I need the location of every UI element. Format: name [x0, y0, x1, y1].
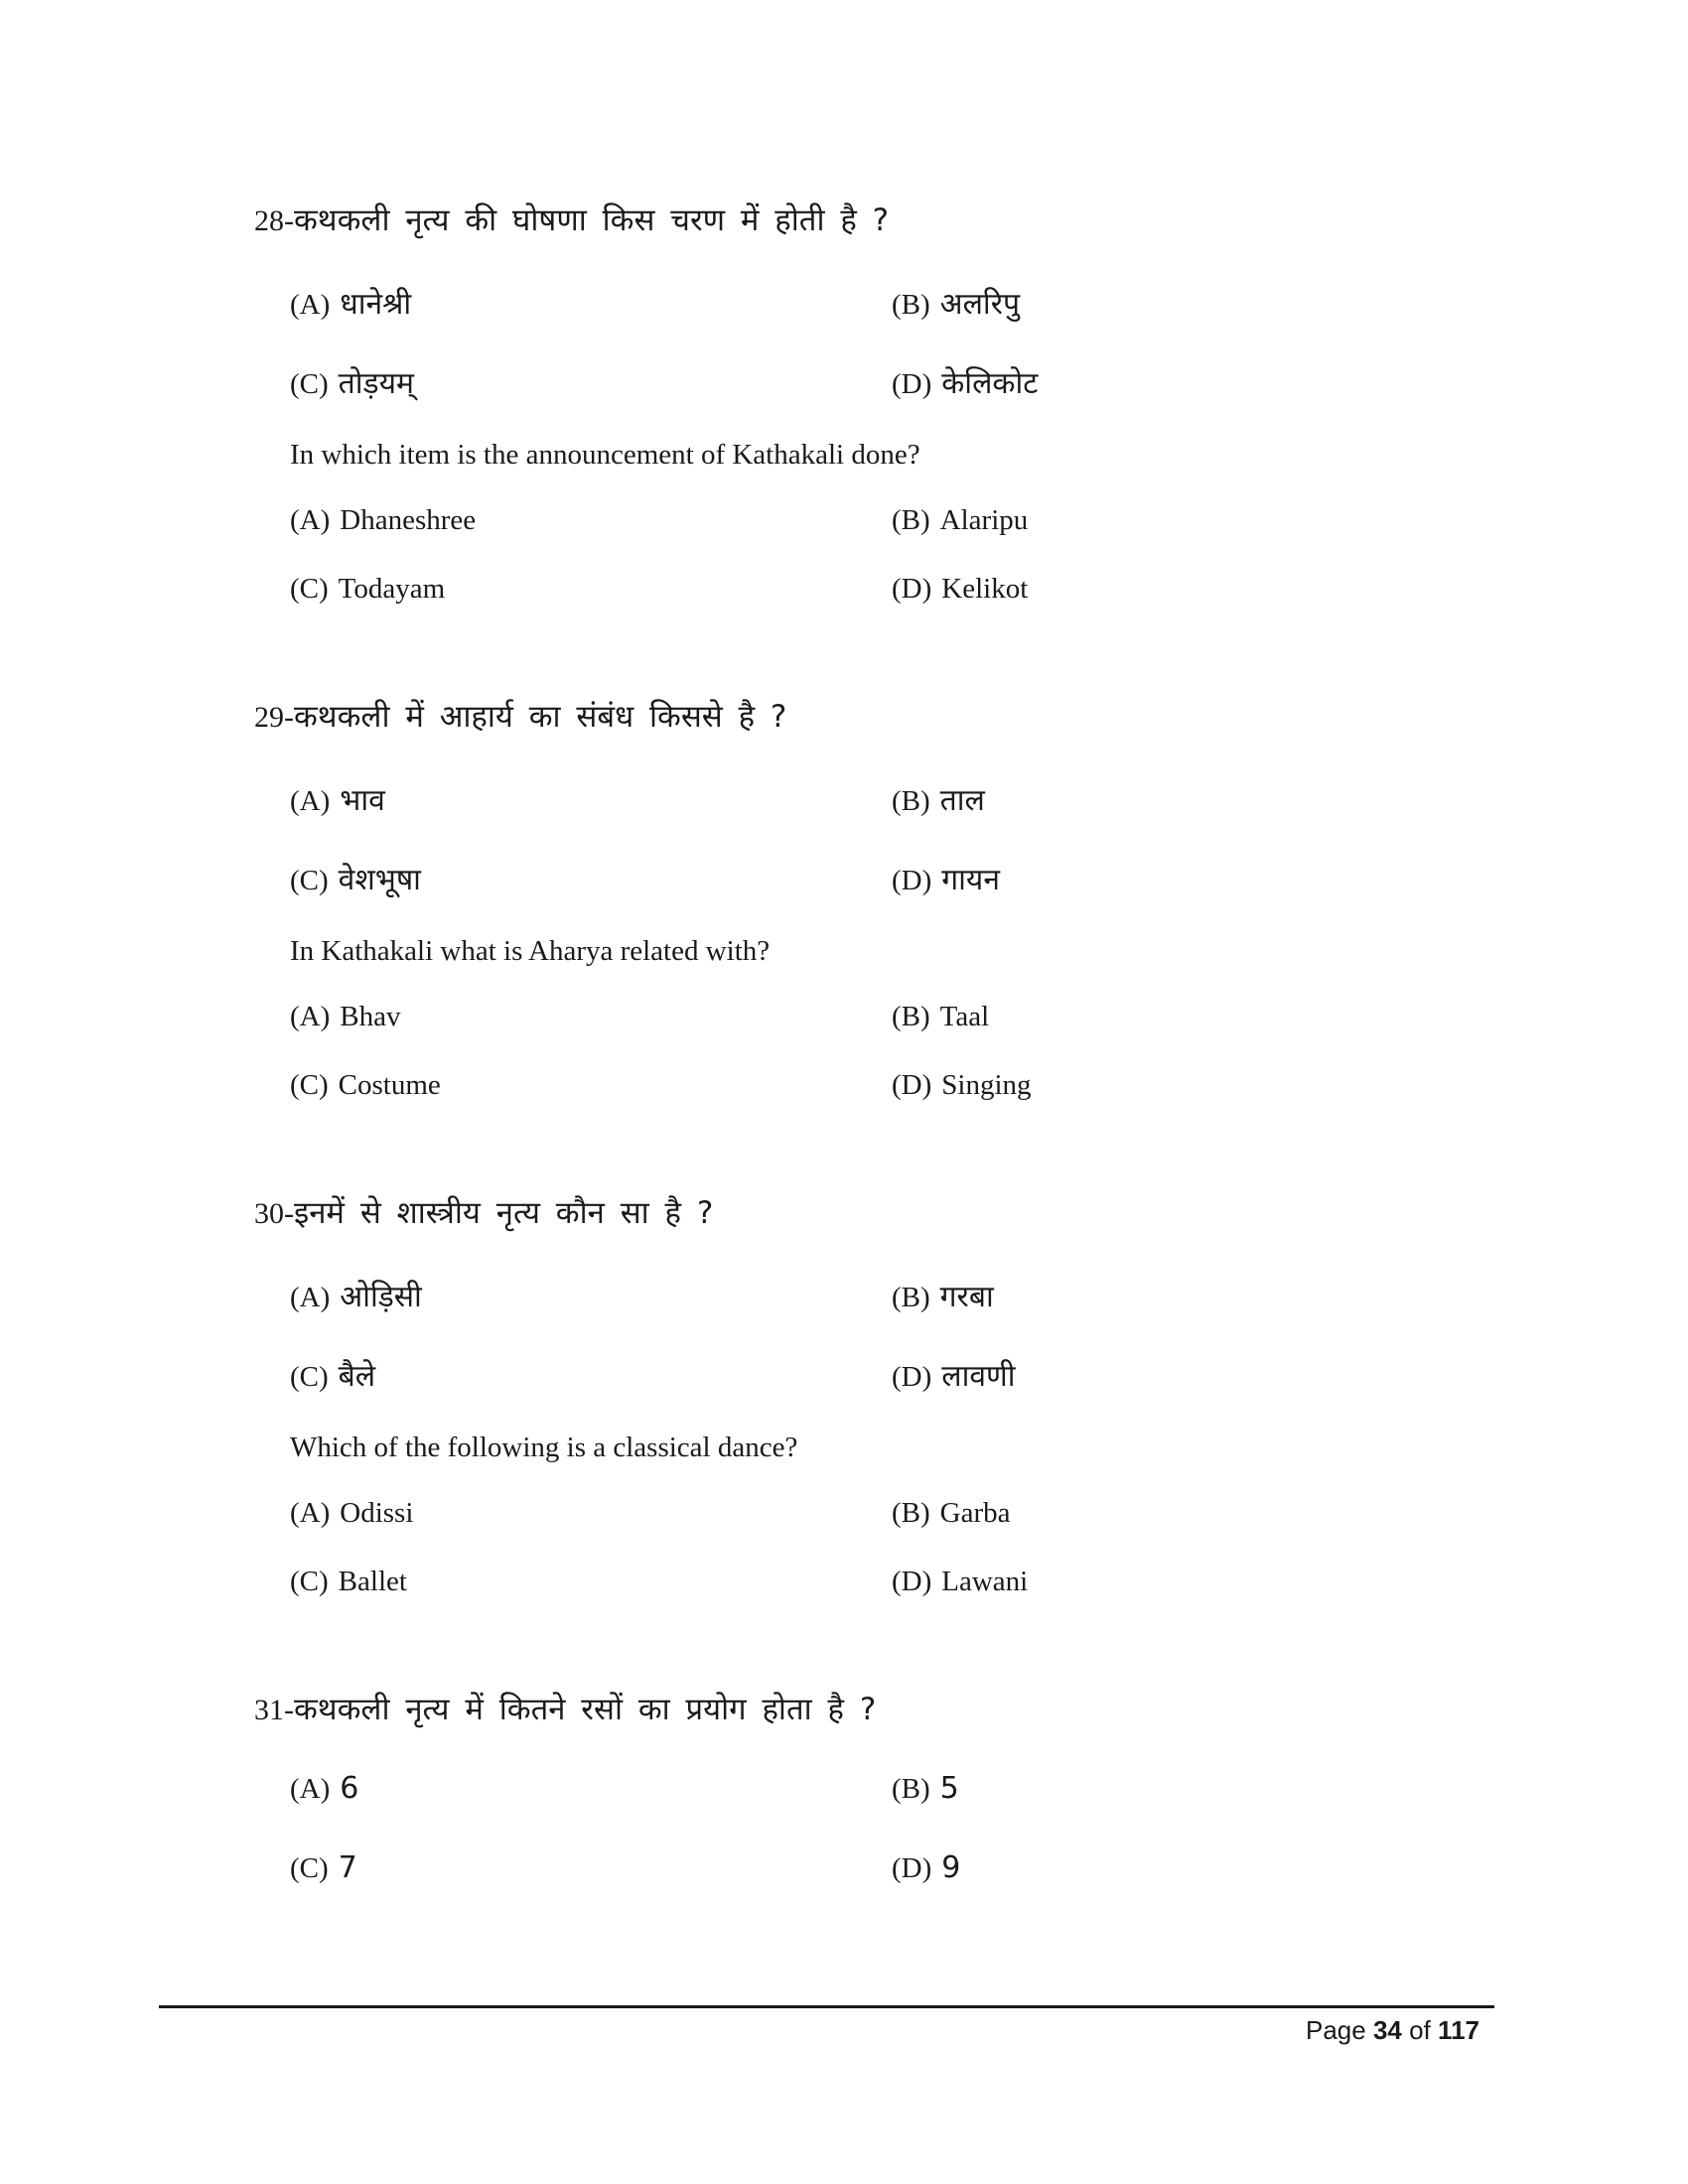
option-c-english [290, 1566, 407, 1598]
option-row [254, 361, 1495, 401]
option-label: (D) [892, 1566, 932, 1597]
option-label: (D) [892, 1069, 932, 1101]
page-word: Page [1306, 2015, 1366, 2045]
question-28 [254, 201, 1495, 613]
option-label: (D) [892, 368, 932, 400]
option-text: Alaripu [939, 504, 1029, 536]
option-text: भाव [340, 783, 385, 818]
option-text: Lawani [941, 1566, 1029, 1597]
option-row [254, 1275, 1495, 1314]
option-d-hindi [892, 1354, 1016, 1395]
option-label: (B) [892, 1497, 930, 1529]
option-label: (C) [290, 1852, 329, 1884]
question-hindi: कथकली नृत्य में कितने रसों का प्रयोग होता है ? [294, 1692, 877, 1727]
option-d-english [892, 573, 1028, 606]
of-word: of [1409, 2015, 1431, 2045]
option-row [254, 504, 1495, 544]
option-label: (B) [892, 785, 930, 817]
option-row [254, 858, 1495, 897]
option-text: केलिकोट [941, 366, 1039, 401]
question-hindi: कथकली में आहार्य का संबंध किससे है ? [294, 699, 787, 735]
option-d-hindi [892, 361, 1038, 402]
option-label: (C) [290, 1069, 329, 1101]
option-text: Kelikot [941, 573, 1029, 605]
option-text: Ballet [338, 1566, 407, 1597]
option-text: Garba [939, 1497, 1011, 1529]
option-text: Bhav [340, 1001, 401, 1032]
option-label: (C) [290, 1361, 329, 1393]
option-label: (A) [290, 1497, 331, 1529]
question-hindi-text [254, 1193, 1495, 1234]
option-label: (B) [892, 504, 930, 536]
option-text: 9 [941, 1850, 961, 1885]
option-label: (B) [892, 289, 930, 321]
option-d-hindi [892, 1850, 960, 1885]
option-text: 6 [340, 1771, 359, 1806]
option-a-hindi [290, 778, 385, 819]
question-hindi: इनमें से शास्त्रीय नृत्य कौन सा है ? [294, 1195, 714, 1231]
option-label: (B) [892, 1773, 930, 1805]
option-text: Dhaneshree [340, 504, 477, 536]
option-text: बैले [338, 1359, 376, 1394]
option-label: (D) [892, 1361, 932, 1393]
option-a-hindi [290, 1275, 422, 1315]
option-b-hindi [892, 778, 985, 819]
option-text: 5 [939, 1771, 959, 1806]
option-c-english [290, 1069, 441, 1102]
option-c-hindi [290, 1354, 375, 1395]
option-label: (A) [290, 785, 331, 817]
option-text: ताल [939, 783, 985, 818]
option-row [254, 1001, 1495, 1040]
option-label: (D) [892, 1852, 932, 1884]
question-number: 29- [254, 701, 294, 734]
option-text: तोड़यम् [338, 366, 414, 401]
option-label: (D) [892, 865, 932, 896]
footer-divider [159, 2005, 1494, 2008]
option-label: (A) [290, 504, 331, 536]
option-c-english [290, 573, 445, 606]
option-text: धानेश्री [340, 287, 412, 322]
option-text: गायन [941, 863, 1000, 897]
question-hindi-text [254, 1690, 1495, 1730]
question-number: 31- [254, 1694, 294, 1726]
option-c-hindi [290, 361, 414, 402]
option-text: लावणी [941, 1359, 1016, 1394]
option-label: (C) [290, 865, 329, 896]
question-hindi-text [254, 201, 1495, 241]
option-row [254, 1850, 1495, 1890]
option-row [254, 573, 1495, 613]
question-hindi: कथकली नृत्य की घोषणा किस चरण में होती है ? [294, 203, 890, 238]
option-a-english [290, 504, 476, 537]
option-text: 7 [338, 1850, 357, 1885]
page-number [1306, 2015, 1479, 2046]
option-d-english [892, 1069, 1032, 1102]
question-31 [254, 1690, 1495, 1890]
option-text: ओड़िसी [340, 1280, 422, 1314]
option-b-hindi [892, 1275, 994, 1315]
option-label: (D) [892, 573, 932, 605]
option-c-hindi [290, 1850, 357, 1885]
option-b-hindi [892, 1771, 959, 1806]
option-a-english [290, 1497, 413, 1530]
option-d-english [892, 1566, 1028, 1598]
option-label: (A) [290, 1773, 331, 1805]
option-b-english [892, 1497, 1011, 1530]
question-english: In Kathakali what is Aharya related with? [290, 935, 771, 967]
option-a-hindi [290, 1771, 358, 1806]
option-a-english [290, 1001, 400, 1033]
option-b-english [892, 504, 1028, 537]
question-english: Which of the following is a classical dance? [290, 1432, 798, 1463]
option-text: अलरिपु [939, 287, 1021, 322]
option-row [254, 1069, 1495, 1109]
option-b-english [892, 1001, 989, 1033]
option-text: Taal [939, 1001, 990, 1032]
option-label: (C) [290, 1566, 329, 1597]
page-current: 34 [1372, 2015, 1402, 2045]
option-text: Odissi [340, 1497, 414, 1529]
option-row [254, 1566, 1495, 1605]
option-d-hindi [892, 858, 1000, 898]
option-row [254, 1354, 1495, 1394]
question-30 [254, 1193, 1495, 1605]
option-text: गरबा [939, 1280, 994, 1314]
option-text: Singing [941, 1069, 1032, 1101]
option-a-hindi [290, 282, 411, 323]
question-number: 30- [254, 1197, 294, 1230]
option-b-hindi [892, 282, 1020, 323]
question-english: In which item is the announcement of Kathakali done? [290, 439, 920, 471]
option-label: (B) [892, 1282, 930, 1313]
option-text: Costume [338, 1069, 441, 1101]
question-number: 28- [254, 205, 294, 237]
page-total: 117 [1438, 2015, 1479, 2045]
option-label: (A) [290, 1001, 331, 1032]
option-label: (B) [892, 1001, 930, 1032]
option-label: (A) [290, 289, 331, 321]
option-label: (C) [290, 573, 329, 605]
option-c-hindi [290, 858, 421, 898]
option-label: (A) [290, 1282, 331, 1313]
option-text: Todayam [338, 573, 446, 605]
option-row [254, 1497, 1495, 1537]
option-row [254, 282, 1495, 322]
option-row [254, 1771, 1495, 1811]
option-text: वेशभूषा [338, 863, 421, 897]
option-row [254, 778, 1495, 818]
option-label: (C) [290, 368, 329, 400]
question-hindi-text [254, 697, 1495, 738]
question-29 [254, 697, 1495, 1109]
